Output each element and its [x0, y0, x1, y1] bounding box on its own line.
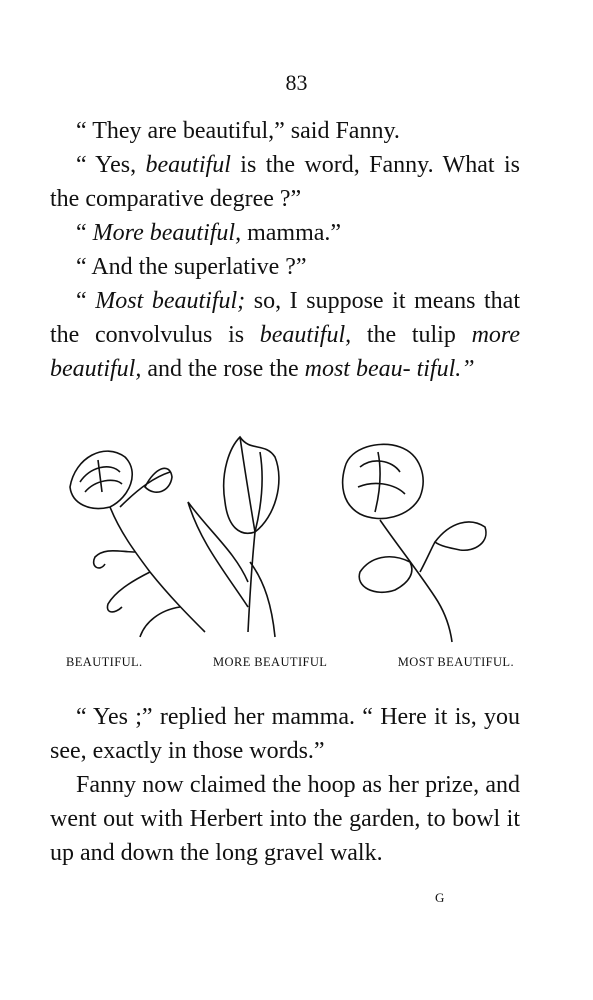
paragraph: “ More beautiful, mamma.” [76, 220, 342, 246]
tulip-drawing [188, 437, 279, 637]
paragraph: “ Yes ;” replied her mamma. “ Here it is, you see, exactly in those words.” [50, 704, 520, 764]
caption-most-beautiful: MOST BEAUTIFUL. [397, 655, 514, 669]
paragraph: Fanny now claimed the hoop as her prize, and went out with Herbert into the garden, to bowl it up and down the long gravel walk. [50, 772, 520, 866]
caption-row [66, 655, 514, 670]
paragraph: “ Most beautiful; so, I suppose it means that the convolvulus is beautiful, the tulip more beautiful, and the rose the most beau- tiful.” [50, 288, 520, 382]
signature-mark: G [435, 890, 445, 905]
rose-drawing [343, 444, 486, 642]
caption-more-beautiful: MORE BEAUTIFUL [213, 655, 328, 669]
flower-illustration [60, 432, 530, 647]
page-number: 83 [285, 70, 308, 95]
paragraph: “ They are beautiful,” said Fanny. [76, 118, 400, 144]
text-block-top [50, 114, 520, 386]
convolvulus-drawing [70, 451, 205, 637]
paragraph: “ Yes, beautiful is the word, Fanny. What is the comparative degree ?” [50, 152, 521, 212]
text-block-bottom [50, 700, 520, 870]
caption-beautiful: BEAUTIFUL. [66, 655, 143, 669]
paragraph: “ And the superlative ?” [76, 254, 307, 280]
